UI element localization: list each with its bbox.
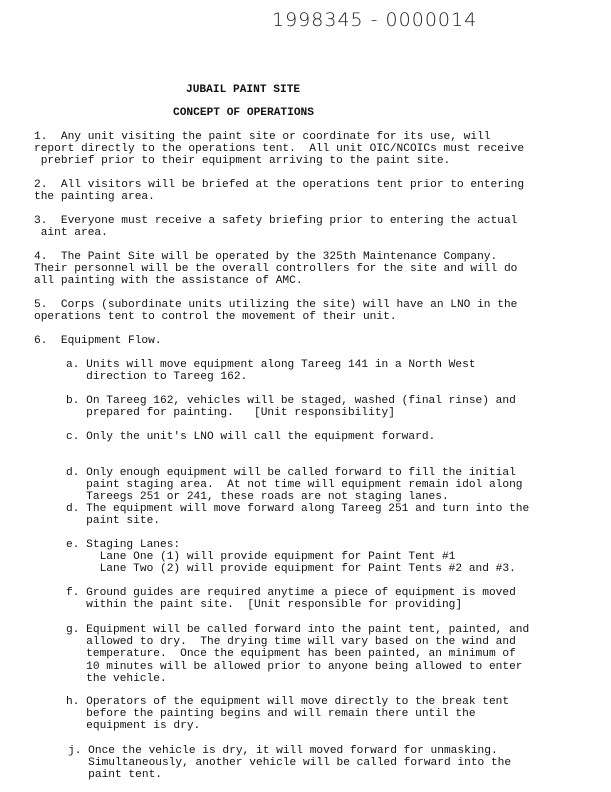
sub-item <box>68 745 511 782</box>
text-line: a. Units will move equipment along Tareeg 141 in a North West <box>66 359 476 371</box>
text-line: Lane Two (2) will provide equipment for Paint Tents #2 and #3. <box>66 563 516 576</box>
sub-item <box>66 503 529 527</box>
text-line: Tareegs 251 or 241, these roads are not staging lanes. <box>66 491 449 504</box>
text-line: d. Only enough equipment will be called forward to fill the initial <box>66 467 516 479</box>
sub-item <box>66 587 516 611</box>
text-line: prebrief prior to their equipment arriving to the paint site. <box>34 155 451 168</box>
text-line: temperature. Once the equipment has been painted, an minimum of <box>66 648 516 661</box>
document-title: JUBAIL PAINT SITE <box>186 84 301 96</box>
text-line: paint staging area. At not time will equipment remain idol along <box>66 479 523 492</box>
text-line: 10 minutes will be allowed prior to anyone being allowed to enter <box>66 660 523 673</box>
text-line: 4. The Paint Site will be operated by the 325th Maintenance Company. <box>34 251 498 263</box>
sub-item <box>66 467 523 504</box>
text-line: g. Equipment will be called forward into the paint tent, painted, and <box>66 624 530 636</box>
text-line: within the paint site. [Unit responsible for providing] <box>66 599 463 612</box>
sub-item <box>66 624 529 685</box>
text-line: j. Once the vehicle is dry, it will moved forward for unmasking. <box>68 745 498 757</box>
text-line: 6. Equipment Flow. <box>34 335 162 347</box>
text-line: allowed to dry. The drying time will vary based on the wind and <box>66 636 516 649</box>
text-line: aint area. <box>34 227 108 240</box>
text-line: the painting area. <box>34 191 155 204</box>
text-line: all painting with the assistance of AMC. <box>34 275 303 288</box>
text-line: operations tent to control the movement of their unit. <box>34 311 397 324</box>
text-line: Simultaneously, another vehicle will be called forward into the <box>68 757 512 770</box>
sub-item <box>66 696 509 733</box>
paragraph <box>34 179 524 203</box>
text-line: prepared for painting. [Unit responsibility] <box>66 407 395 420</box>
text-line: the vehicle. <box>66 672 167 685</box>
sub-item <box>66 539 516 576</box>
text-line: 1. Any unit visiting the paint site or coordinate for its use, will <box>34 131 491 143</box>
handwritten-document-id: 1998345 - 0000014 <box>272 9 478 31</box>
text-line: 2. All visitors will be briefed at the operations tent prior to entering <box>34 179 525 191</box>
text-line: b. On Tareeg 162, vehicles will be staged, washed (final rinse) and <box>66 395 516 407</box>
text-line: e. Staging Lanes: <box>66 539 181 551</box>
text-line: c. Only the unit's LNO will call the equipment forward. <box>66 431 436 443</box>
text-line: report directly to the operations tent. All unit OIC/NCOICs must receive <box>34 143 525 156</box>
text-line: Their personnel will be the overall controllers for the site and will do <box>34 263 518 276</box>
sub-item <box>66 431 435 443</box>
text-line: 5. Corps (subordinate units utilizing the site) will have an LNO in the <box>34 299 518 311</box>
text-line: paint site. <box>66 515 160 528</box>
text-line: Lane One (1) will provide equipment for Paint Tent #1 <box>66 551 456 564</box>
text-line: 3. Everyone must receive a safety briefing prior to entering the actual <box>34 215 518 227</box>
text-line: equipment is dry. <box>66 720 201 733</box>
text-line: d. The equipment will move forward along Tareeg 251 and turn into the <box>66 503 530 515</box>
text-line: before the painting begins and will remain there until the <box>66 708 476 721</box>
sub-item <box>66 395 516 419</box>
paragraph <box>34 131 524 168</box>
sub-item <box>66 359 476 383</box>
paragraph <box>34 215 517 239</box>
paragraph <box>34 335 162 347</box>
text-line: paint tent. <box>68 769 162 782</box>
paragraph <box>34 299 517 323</box>
document-subtitle: CONCEPT OF OPERATIONS <box>173 107 314 119</box>
text-line: direction to Tareeg 162. <box>66 371 248 384</box>
paragraph <box>34 251 517 288</box>
text-line: h. Operators of the equipment will move directly to the break tent <box>66 696 510 708</box>
text-line: f. Ground guides are required anytime a piece of equipment is moved <box>66 587 516 599</box>
